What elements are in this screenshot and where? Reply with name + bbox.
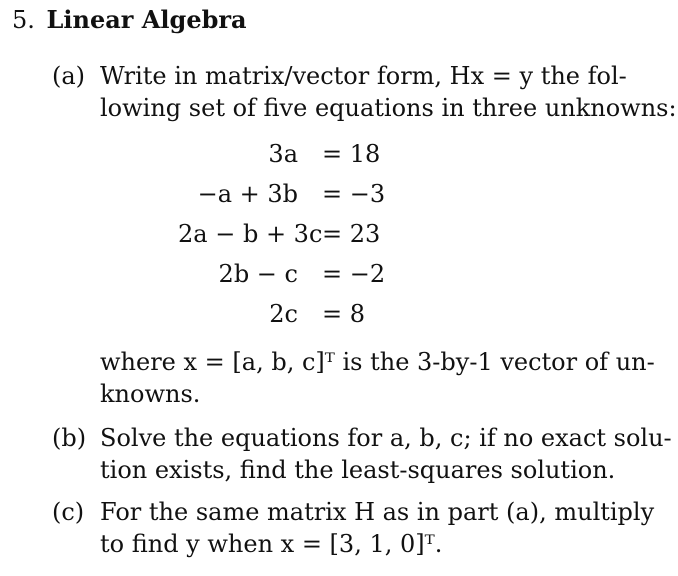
equation-lhs: −a + 3b (197, 180, 298, 208)
equation-rhs: = 23 (322, 220, 381, 248)
part-c-line2: to find y when x = [3, 1, 0]ᵀ. (100, 530, 443, 558)
part-a-intro (100, 60, 677, 124)
part-b-label: (b) (52, 424, 87, 452)
equation-lhs: 2a − b + 3c (178, 220, 323, 248)
problem-heading (12, 4, 247, 36)
equation-lhs: 2b − c (218, 260, 298, 288)
equation-rhs: = 18 (322, 140, 381, 168)
problem-number: 5. (12, 6, 35, 34)
part-a-label: (a) (52, 62, 86, 90)
equation-rhs: = −2 (322, 260, 386, 288)
equation-lhs: 3a (268, 140, 298, 168)
part-b-line1: Solve the equations for a, b, c; if no exact solu- (100, 424, 672, 452)
equation-lhs: 2c (269, 300, 298, 328)
part-a-intro-line2: lowing set of five equations in three unknowns: (100, 94, 677, 122)
part-c-line1: For the same matrix H as in part (a), multiply (100, 498, 655, 526)
part-a-intro-line1: Write in matrix/vector form, Hx = y the fol- (100, 62, 627, 90)
part-a-outro-line2: knowns. (100, 380, 201, 408)
problem-title: Linear Algebra (46, 5, 247, 34)
part-c-label: (c) (52, 498, 85, 526)
equation-rhs: = 8 (322, 300, 366, 328)
part-b-line2: tion exists, find the least-squares solution. (100, 456, 616, 484)
part-a-outro-line1: where x = [a, b, c]ᵀ is the 3-by-1 vector of un- (100, 348, 655, 376)
equation-rhs: = −3 (322, 180, 386, 208)
